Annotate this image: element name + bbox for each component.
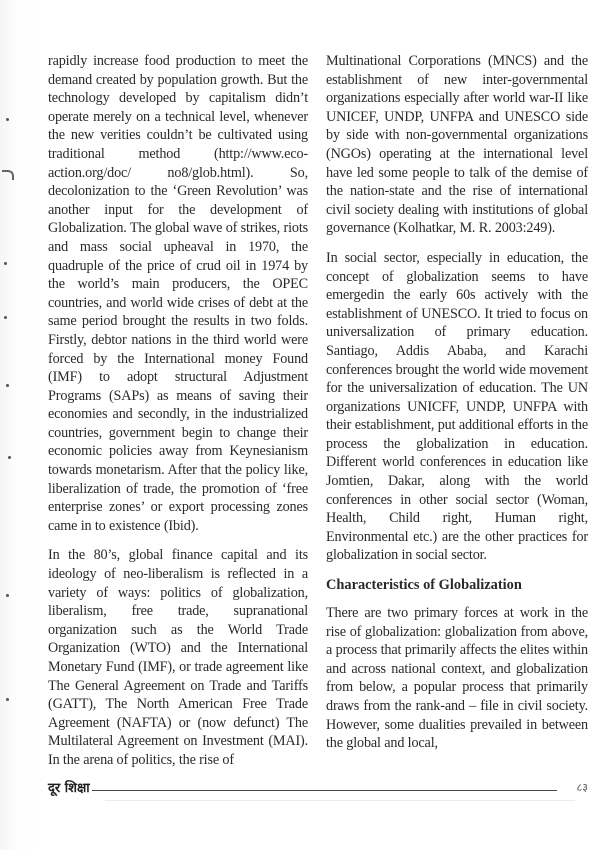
- body-paragraph: There are two primary forces at work in the rise of globalization: globalization from above, a process that primarily affects the elites within and across national context, and globalization from below, a popular process that primarily draws from the rank-and – file in civil society. However, some dualities prevailed in between the global and local,: [326, 605, 588, 752]
- left-column: [48, 52, 308, 781]
- margin-dot: [4, 262, 7, 265]
- section-heading: Characteristics of Globalization: [326, 577, 522, 594]
- margin-dot: [6, 118, 9, 121]
- margin-dot: [6, 594, 9, 597]
- margin-dot: [6, 698, 9, 701]
- footer-rule: [92, 790, 557, 791]
- right-column: [326, 52, 588, 764]
- margin-hook-mark: [2, 170, 14, 180]
- margin-dot: [4, 316, 7, 319]
- body-paragraph: rapidly increase food production to meet the demand created by population growth. But the technology developed by capitalism didn’t operate merely on a technical level, whenever the new verities couldn’t be cultivated using traditional method (http://www.eco-action.org/doc/ no8/glob.html). So, decolonization to the ‘Green Revolution’ was another input for the development of Globalization. The global wave of strikes, riots and mass social upheaval in 1970, the quadruple of the price of crud oil in 1974 by the world’s main producers, the OPEC countries, and world wide crises of debt at the same period brought the results in two folds. Firstly, debtor nations in the third world were forced by the International money Found (IMF) to adopt structural Adjustment Programs (SAPs) as means of saving their economies and secondly, in the industrialized countries, government begin to change their economic policies away from Keynesianism towards monetarism. After that the policy like, liberalization of trade, the promotion of ‘free enterprise zones’ or export processing zones came in to existence (Ibid).: [48, 53, 308, 534]
- body-paragraph: In social sector, especially in education, the concept of globalization seems to have emergedin the early 60s actively with the establishment of UNESCO. It tried to focus on universalization of primary education. Santiago, Addis Ababa, and Karachi conferences brought the world wide movement for the universalization of education. The UN organizations UNICFF, UNDP, UNFPA with their establishment, put additional efforts in the process the globalization in education. Different world conferences in education like Jomtien, Dakar, along with the world conferences in other social sector (Woman, Health, Child right, Human right, Environmental etc.) are the other practices for globalization in social sector.: [326, 249, 588, 564]
- body-paragraph: Multinational Corporations (MNCS) and the establishment of new inter-governmental organizations especially after world war-II like UNICEF, UNDP, UNFPA and UNESCO side by side with non-governmental organizations (NGOs) operating at the international level have led some people to talk of the demise of the nation-state and the rise of international civil society dealing with institutions of global governance (Kolhatkar, M. R. 2003:249).: [326, 53, 588, 237]
- page-number: ८३: [576, 780, 588, 794]
- margin-dot: [8, 456, 11, 459]
- body-paragraph: In the 80’s, global finance capital and its ideology of neo-liberalism is reflected in a variety of ways: politics of globalization, liberalism, free trade, supranational organization such as the World Trade Organization (WTO) and the International Monetary Fund (IMF), or trade agreement like The General Agreement on Trade and Tariffs (GATT), The North American Free Trade Agreement (NAFTA) or (now defunct) The Multilateral Agreement on Investment (MAI). In the arena of politics, the rise of: [48, 547, 308, 768]
- journal-title: दूर शिक्षा: [48, 781, 90, 796]
- bleed-through-rule: [105, 800, 575, 801]
- page-footer: [48, 776, 588, 798]
- margin-dot: [6, 384, 9, 387]
